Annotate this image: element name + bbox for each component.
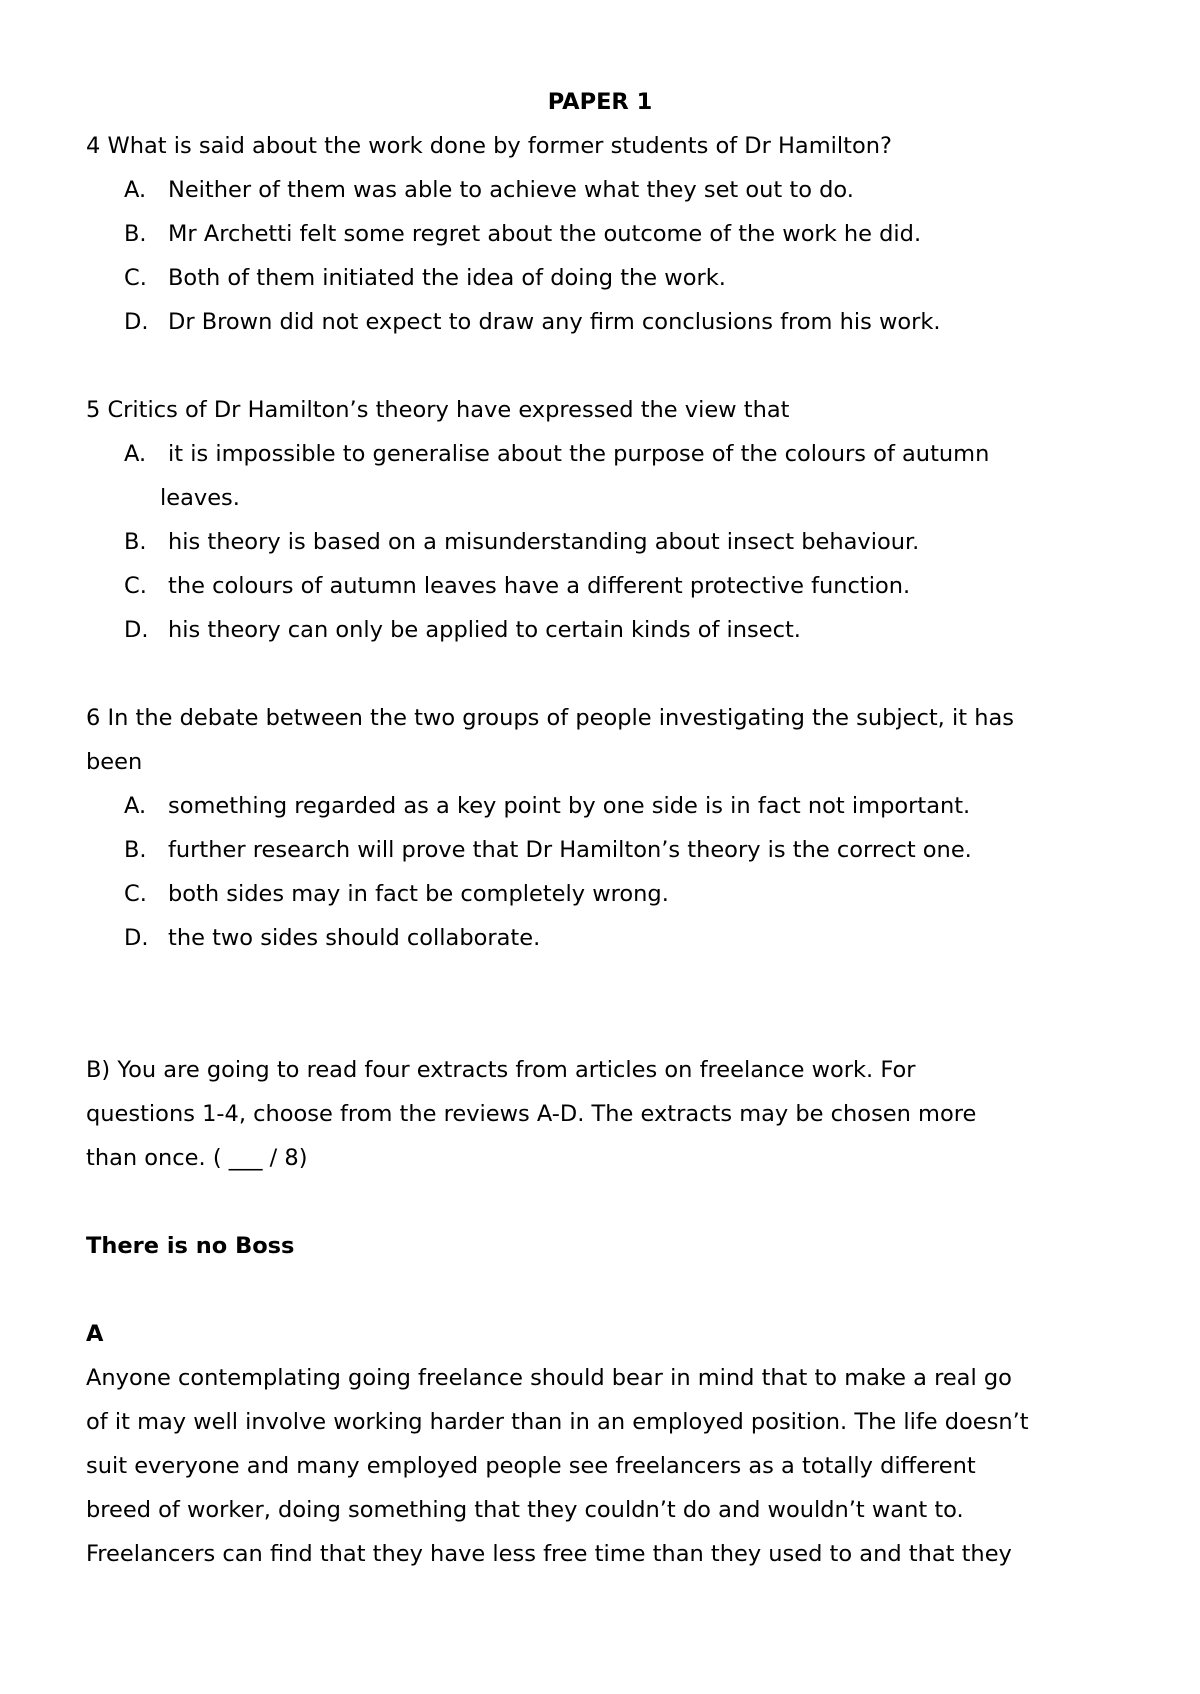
- option-letter: A.: [124, 441, 147, 467]
- option-text: further research will prove that Dr Hamilton’s theory is the correct one.: [168, 837, 972, 863]
- option-letter: A.: [124, 177, 147, 203]
- question-6-stem: 6 In the debate between the two groups of people investigating the subject, it has: [86, 705, 1014, 731]
- question-5-stem: 5 Critics of Dr Hamilton’s theory have expressed the view that: [86, 397, 790, 423]
- option-letter: C.: [124, 881, 147, 907]
- option-letter: C.: [124, 573, 147, 599]
- extract-text-line: Anyone contemplating going freelance should bear in mind that to make a real go: [86, 1365, 1012, 1391]
- option-text: Both of them initiated the idea of doing the work.: [168, 265, 726, 291]
- section-b-instructions-line-2: questions 1-4, choose from the reviews A-D. The extracts may be chosen more: [86, 1101, 977, 1127]
- option-letter: C.: [124, 265, 147, 291]
- option-letter: B.: [124, 529, 147, 555]
- option-letter: D.: [124, 309, 149, 335]
- option-text: Dr Brown did not expect to draw any firm conclusions from his work.: [168, 309, 941, 335]
- article-heading: There is no Boss: [86, 1233, 295, 1259]
- option-letter: A.: [124, 793, 147, 819]
- question-4-stem: 4 What is said about the work done by former students of Dr Hamilton?: [86, 133, 892, 159]
- option-text-continued: leaves.: [160, 485, 240, 511]
- extract-text-line: Freelancers can find that they have less free time than they used to and that they: [86, 1541, 1012, 1567]
- page-title: PAPER 1: [547, 89, 653, 115]
- section-b-instructions-line-1: B) You are going to read four extracts from articles on freelance work. For: [86, 1057, 916, 1083]
- option-text: it is impossible to generalise about the purpose of the colours of autumn: [168, 441, 990, 467]
- option-letter: D.: [124, 925, 149, 951]
- option-text: something regarded as a key point by one side is in fact not important.: [168, 793, 971, 819]
- option-letter: D.: [124, 617, 149, 643]
- option-text: the two sides should collaborate.: [168, 925, 541, 951]
- option-text: his theory is based on a misunderstanding about insect behaviour.: [168, 529, 920, 555]
- option-text: both sides may in fact be completely wrong.: [168, 881, 669, 907]
- option-text: his theory can only be applied to certain kinds of insect.: [168, 617, 801, 643]
- extract-text-line: suit everyone and many employed people see freelancers as a totally different: [86, 1453, 976, 1479]
- option-text: the colours of autumn leaves have a different protective function.: [168, 573, 911, 599]
- option-letter: B.: [124, 837, 147, 863]
- question-6-stem-continued: been: [86, 749, 143, 775]
- option-letter: B.: [124, 221, 147, 247]
- option-text: Mr Archetti felt some regret about the outcome of the work he did.: [168, 221, 922, 247]
- section-b-instructions-line-3: than once. ( ___ / 8): [86, 1145, 308, 1171]
- option-text: Neither of them was able to achieve what they set out to do.: [168, 177, 854, 203]
- extract-text-line: of it may well involve working harder than in an employed position. The life doesn’t: [86, 1409, 1029, 1435]
- extract-letter: A: [86, 1321, 104, 1347]
- extract-text-line: breed of worker, doing something that they couldn’t do and wouldn’t want to.: [86, 1497, 964, 1523]
